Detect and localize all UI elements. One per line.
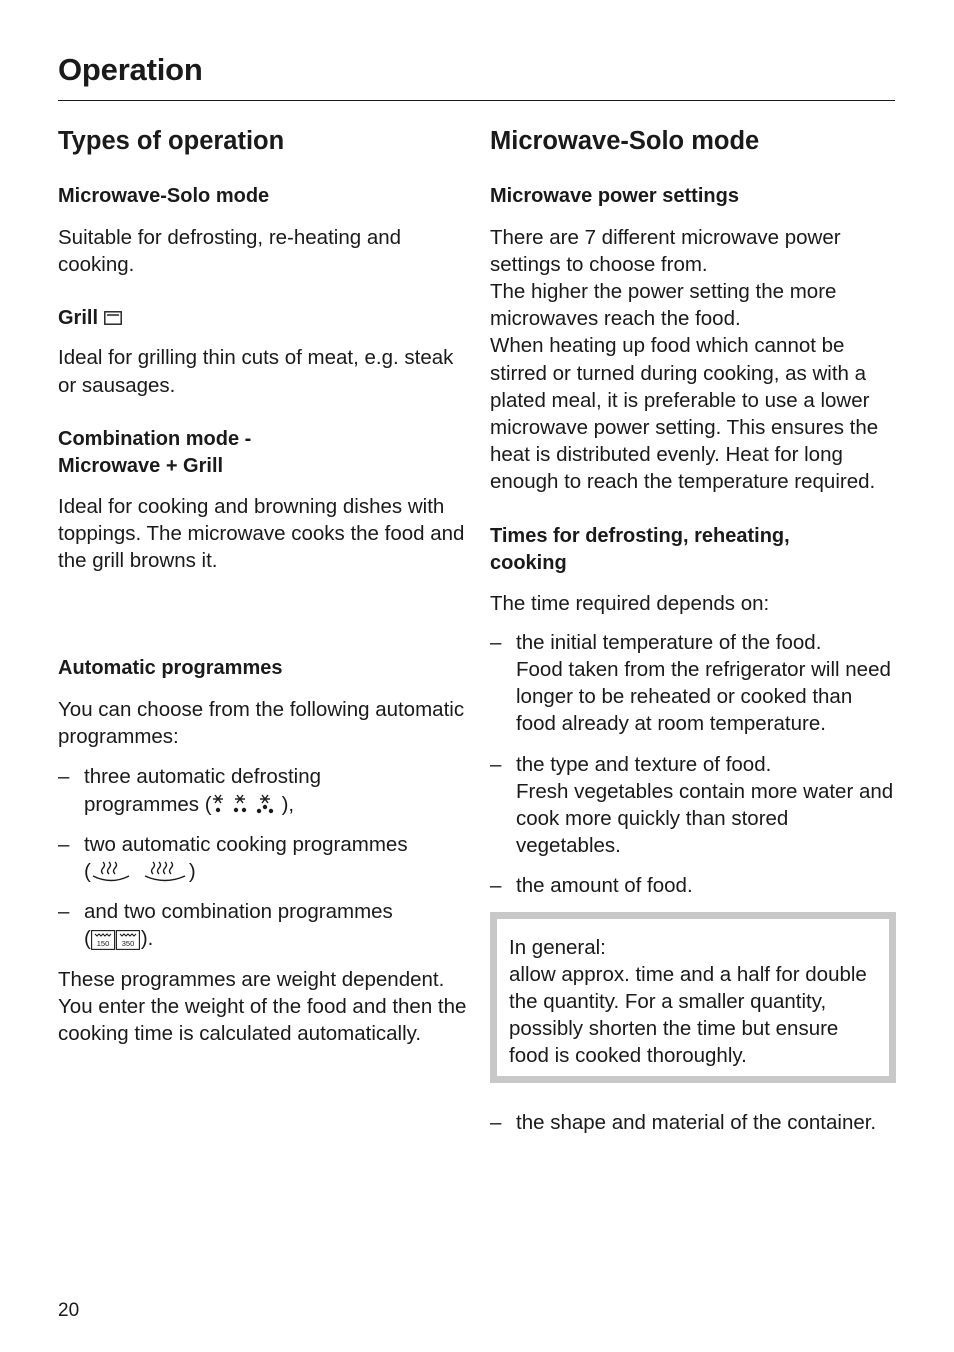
grill-label: Grill (58, 306, 99, 329)
list-item: – the amount of food. (490, 872, 896, 899)
title-divider (58, 100, 895, 101)
list-item: – three automatic defrosting programmes ( ), (58, 765, 322, 816)
times-intro: The time required depends on: (490, 591, 770, 615)
note-heading: In general: (509, 935, 606, 959)
list-item: – and two combination programmes ( 150 350 ). (58, 900, 393, 951)
dash-bullet: – (490, 630, 502, 654)
grill-icon (104, 311, 122, 325)
grill-text: Ideal for grilling thin cuts of meat, e.g. steak or sausages. (58, 346, 454, 397)
list-item: – the initial temperature of the food. Food taken from the refrigerator will need longer to be reheated or cooked than food already at room temperature. (490, 630, 891, 736)
power-settings-subheading: Microwave power settings (490, 185, 739, 207)
combination-title-line2: Microwave + Grill (58, 455, 224, 478)
list-item: – two automatic cooking programmes ( ) (58, 832, 408, 883)
types-of-operation-heading: Types of operation (58, 127, 285, 155)
dash-bullet: – (58, 765, 70, 789)
left-column (58, 125, 468, 1047)
times-subheading: Times for defrosting, reheating, cooking (490, 524, 790, 575)
list-item: – the shape and material of the container. (490, 1109, 896, 1136)
dash-bullet: – (58, 832, 70, 856)
right-column (490, 125, 896, 1136)
page-title: Operation (58, 52, 203, 87)
combination-icons (91, 930, 141, 950)
microwave-solo-text: Suitable for defrosting, re-heating and cooking. (58, 225, 402, 276)
combo-150-label: 150 (96, 938, 110, 948)
dash-bullet: – (58, 900, 70, 924)
dash-bullet: – (490, 874, 502, 898)
combination-subheading (58, 426, 468, 481)
automatic-outro: These programmes are weight dependent. You enter the weight of the food and then the cooking time is calculated automatically. (58, 967, 467, 1045)
automatic-programmes-list (58, 763, 468, 952)
combo-350-label: 350 (121, 938, 135, 948)
dash-bullet: – (490, 752, 502, 776)
dash-bullet: – (490, 1110, 502, 1134)
cooking-steam-icons (91, 861, 189, 885)
power-text-3: When heating up food which cannot be stirred or turned during cooking, as with a plated meal, it is preferable to use a lower microwave power setting. This ensures the heat is distributed evenly. Heat for long enough to reach the temperature required. (490, 334, 879, 494)
automatic-intro: You can choose from the following automatic programmes: (58, 697, 465, 749)
microwave-solo-heading: Microwave-Solo mode (490, 127, 760, 155)
page-number: 20 (58, 1300, 80, 1321)
general-note-box (490, 912, 896, 1083)
combination-title-line1: Combination mode - (58, 427, 252, 450)
power-text-2: The higher the power setting the more microwaves reach the food. (490, 279, 837, 331)
times-list-continued (490, 1109, 896, 1136)
note-text: allow approx. time and a half for double the quantity. For a smaller quantity, possibly shorten the time but ensure food is cooked thoroughly. (509, 962, 867, 1068)
automatic-programmes-subheading: Automatic programmes (58, 657, 283, 680)
defrost-icons (212, 794, 282, 816)
times-list (490, 629, 896, 900)
combination-text: Ideal for cooking and browning dishes with toppings. The microwave cooks the food and the grill browns it. (58, 494, 465, 573)
list-item: – the type and texture of food. Fresh vegetables contain more water and cook more quickly than stored vegetables. (490, 752, 894, 858)
power-text-1: There are 7 different microwave power settings to choose from. (490, 225, 841, 276)
grill-subheading (58, 305, 468, 333)
microwave-solo-subheading: Microwave-Solo mode (58, 185, 270, 207)
